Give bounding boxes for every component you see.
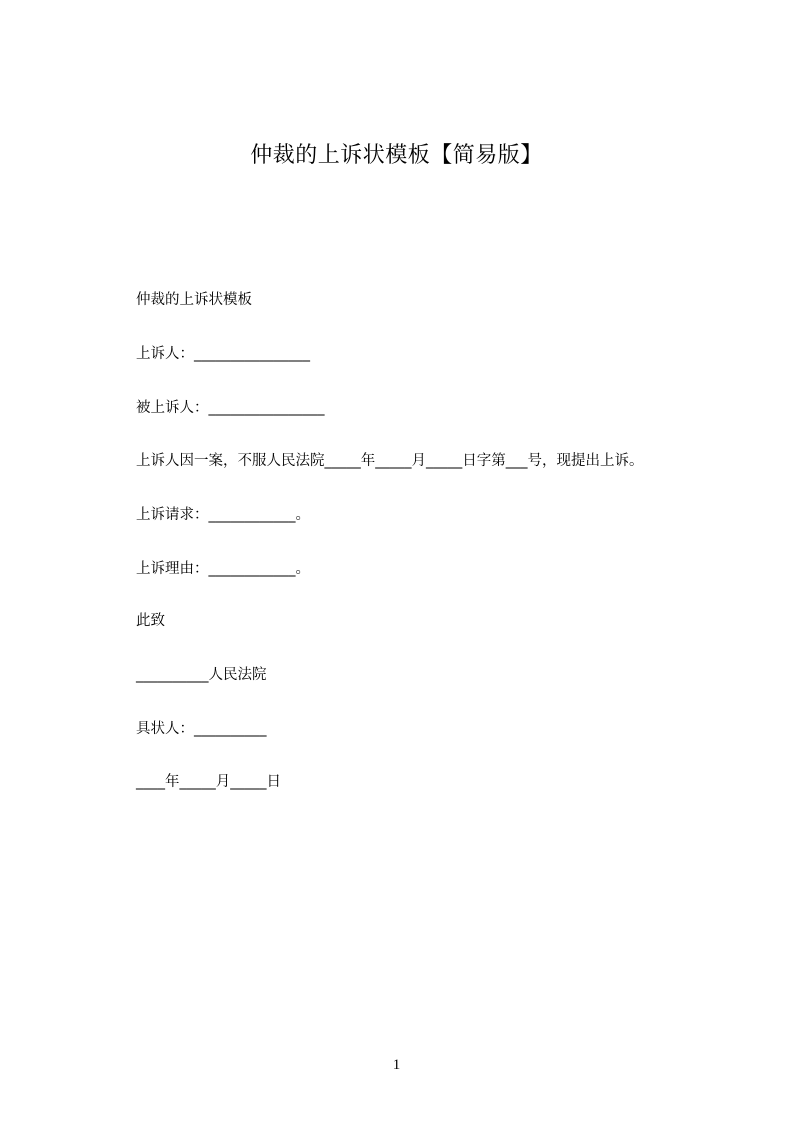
salutation-line: 此致 xyxy=(136,613,165,629)
appeal-reason-line: 上诉理由：____________。 xyxy=(136,561,310,577)
court-line: __________人民法院 xyxy=(136,667,267,683)
appellee-line: 被上诉人：________________ xyxy=(136,400,325,416)
page-number: 1 xyxy=(392,1057,401,1073)
appeal-request-line: 上诉请求：____________。 xyxy=(136,507,310,523)
appeal-statement-line: 上诉人因一案，不服人民法院_____年_____月_____日字第___号，现提出上诉。 xyxy=(136,453,644,469)
date-line: ____年_____月_____日 xyxy=(136,774,281,790)
appellant-line: 上诉人：________________ xyxy=(136,346,310,362)
filer-line: 具状人：__________ xyxy=(136,721,267,737)
document-title: 仲裁的上诉状模板【简易版】 xyxy=(250,143,543,168)
subtitle-line: 仲裁的上诉状模板 xyxy=(136,292,252,308)
